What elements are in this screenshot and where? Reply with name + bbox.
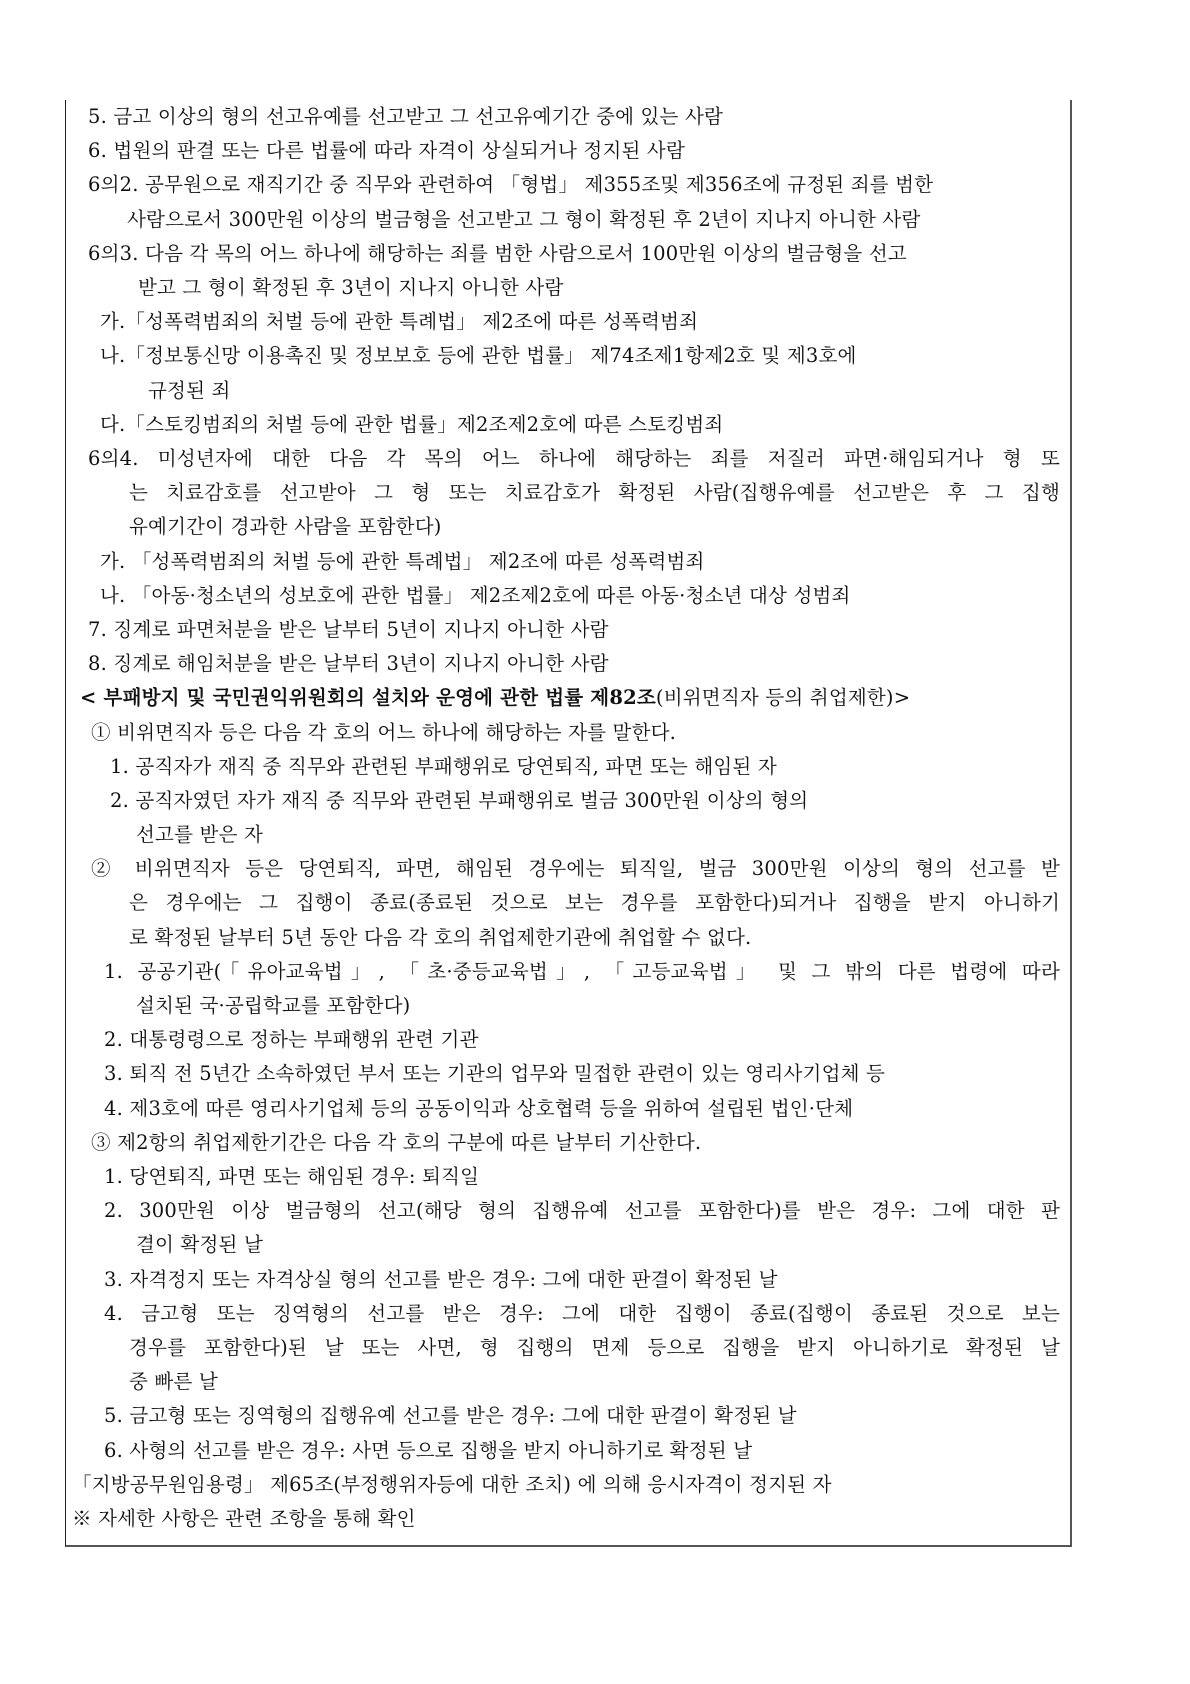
document-line bbox=[129, 889, 1060, 917]
document-line bbox=[136, 1231, 263, 1259]
document-line bbox=[104, 1197, 1060, 1225]
document-line bbox=[88, 616, 609, 644]
document-line bbox=[88, 445, 1060, 473]
line-text: 6의3. 다음 각 목의 어느 하나에 해당하는 죄를 범한 사람으로서 100만원 이상의 벌금형을 선고 bbox=[88, 242, 907, 265]
article-title-suffix: (비위면직자 등의 취업제한)> bbox=[655, 686, 911, 709]
document-line bbox=[129, 479, 1060, 507]
line-text: 규정된 죄 bbox=[148, 379, 231, 402]
document-line bbox=[138, 274, 564, 302]
document-line bbox=[88, 171, 933, 199]
document-line bbox=[129, 1368, 218, 1396]
document-line bbox=[88, 240, 907, 268]
line-text: < 부패방지 및 국민권익위원회의 설치와 운영에 관한 법률 제82조 bbox=[80, 686, 656, 709]
line-text: 6. 사형의 선고를 받은 경우: 사면 등으로 집행을 받지 아니하기로 확정된 날 bbox=[104, 1439, 753, 1462]
document-line bbox=[100, 411, 723, 439]
line-text: 경우를 포함한다)된 날 또는 사면, 형 집행의 면제 등으로 집행을 받지 아니하기로 확정된 날 bbox=[129, 1336, 1060, 1359]
document-line bbox=[104, 1026, 479, 1054]
line-text: 1. 공직자가 재직 중 직무와 관련된 부패행위로 당연퇴직, 파면 또는 해임된 자 bbox=[110, 755, 777, 778]
line-text: 4. 금고형 또는 징역형의 선고를 받은 경우: 그에 대한 집행이 종료(집행이 종료된 것으로 보는 bbox=[104, 1302, 1060, 1325]
document-line bbox=[72, 1505, 416, 1533]
line-text: 는 치료감호를 선고받아 그 형 또는 치료감호가 확정된 사람(집행유예를 선고받은 후 그 집행 bbox=[129, 481, 1060, 504]
line-text: 8. 징계로 해임처분을 받은 날부터 3년이 지나지 아니한 사람 bbox=[88, 652, 609, 675]
document-line bbox=[136, 821, 263, 849]
document-line bbox=[91, 719, 676, 747]
line-text: 2. 300만원 이상 벌금형의 선고(해당 형의 집행유예 선고를 포함한다)를 받은 경우: 그에 대한 판 bbox=[104, 1199, 1060, 1222]
line-text: 5. 금고형 또는 징역형의 집행유예 선고를 받은 경우: 그에 대한 판결이 확정된 날 bbox=[104, 1404, 797, 1427]
document-line bbox=[91, 855, 1060, 883]
line-text: 1. 당연퇴직, 파면 또는 해임된 경우: 퇴직일 bbox=[104, 1165, 480, 1188]
line-text: ② 비위면직자 등은 당연퇴직, 파면, 해임된 경우에는 퇴직일, 벌금 300만원 이상의 형의 선고를 받 bbox=[91, 857, 1060, 880]
document-line bbox=[100, 582, 851, 610]
line-text: 6의2. 공무원으로 재직기간 중 직무와 관련하여 「형법」 제355조및 제356조에 규정된 죄를 범한 bbox=[88, 173, 934, 196]
document-line bbox=[104, 1163, 479, 1191]
document-line bbox=[136, 992, 410, 1020]
line-text: 나. 「아동·청소년의 성보호에 관한 법률」 제2조제2호에 따른 아동·청소년 대상 성범죄 bbox=[100, 584, 851, 607]
line-text: 중 빠른 날 bbox=[129, 1370, 218, 1393]
line-text: ③ 제2항의 취업제한기간은 다음 각 호의 구분에 따른 날부터 기산한다. bbox=[91, 1131, 702, 1154]
document-line bbox=[104, 1060, 885, 1088]
line-text: 선고를 받은 자 bbox=[136, 823, 264, 846]
document-line bbox=[104, 1437, 752, 1465]
document-line bbox=[88, 103, 723, 131]
document-line bbox=[100, 308, 698, 336]
line-text: 2. 공직자였던 자가 재직 중 직무와 관련된 부패행위로 벌금 300만원 이상의 형의 bbox=[110, 789, 809, 812]
line-text: ※ 자세한 사항은 관련 조항을 통해 확인 bbox=[72, 1507, 416, 1530]
document-line bbox=[110, 787, 808, 815]
line-text: 6의4. 미성년자에 대한 다음 각 목의 어느 하나에 해당하는 죄를 저질러 파면·해임되거나 형 또 bbox=[88, 447, 1060, 470]
line-text: 1. 공공기관(「유아교육법」, 「초·중등교육법」, 「고등교육법」 및 그 밖의 다른 법령에 따라 bbox=[104, 960, 1060, 983]
line-text: 결이 확정된 날 bbox=[136, 1233, 264, 1256]
line-text: 「지방공무원임용령」 제65조(부정행위자등에 대한 조치) 에 의해 응시자격이 정지된 자 bbox=[72, 1473, 832, 1496]
line-text: 6. 법원의 판결 또는 다른 법률에 따라 자격이 상실되거나 정지된 사람 bbox=[88, 139, 685, 162]
line-text: 가.「성폭력범죄의 처벌 등에 관한 특례법」 제2조에 따른 성폭력범죄 bbox=[100, 310, 699, 333]
document-line bbox=[80, 684, 910, 712]
line-text: ① 비위면직자 등은 다음 각 호의 어느 하나에 해당하는 자를 말한다. bbox=[91, 721, 677, 744]
line-text: 7. 징계로 파면처분을 받은 날부터 5년이 지나지 아니한 사람 bbox=[88, 618, 609, 641]
line-text: 3. 퇴직 전 5년간 소속하였던 부서 또는 기관의 업무와 밀접한 관련이 있는 영리사기업체 등 bbox=[104, 1062, 886, 1085]
line-text: 유예기간이 경과한 사람을 포함한다) bbox=[129, 515, 442, 538]
document-line bbox=[110, 753, 777, 781]
line-text: 3. 자격정지 또는 자격상실 형의 선고를 받은 경우: 그에 대한 판결이 확정된 날 bbox=[104, 1268, 778, 1291]
line-text: 5. 금고 이상의 형의 선고유예를 선고받고 그 선고유예기간 중에 있는 사람 bbox=[88, 105, 724, 128]
line-text: 4. 제3호에 따른 영리사기업체 등의 공동이익과 상호협력 등을 위하여 설립된 법인·단체 bbox=[104, 1097, 854, 1120]
document-line bbox=[104, 1266, 778, 1294]
line-text: 받고 그 형이 확정된 후 3년이 지나지 아니한 사람 bbox=[138, 276, 564, 299]
document-line bbox=[104, 1300, 1060, 1328]
line-text: 나.「정보통신망 이용촉진 및 정보보호 등에 관한 법률」 제74조제1항제2호 및 제3호에 bbox=[100, 344, 857, 367]
document-line bbox=[72, 1471, 832, 1499]
line-text: 다.「스토킹범죄의 처벌 등에 관한 법률」제2조제2호에 따른 스토킹범죄 bbox=[100, 413, 724, 436]
document-line bbox=[127, 206, 921, 234]
document-line bbox=[129, 513, 442, 541]
document-line bbox=[88, 650, 609, 678]
line-text: 2. 대통령령으로 정하는 부패행위 관련 기관 bbox=[104, 1028, 479, 1051]
document-line bbox=[148, 377, 231, 405]
line-text: 가. 「성폭력범죄의 처벌 등에 관한 특례법」 제2조에 따른 성폭력범죄 bbox=[100, 550, 705, 573]
line-text: 로 확정된 날부터 5년 동안 다음 각 호의 취업제한기관에 취업할 수 없다. bbox=[129, 926, 752, 949]
document-line bbox=[88, 137, 685, 165]
document-line bbox=[129, 1334, 1060, 1362]
document-line bbox=[129, 924, 751, 952]
document-line bbox=[104, 1095, 853, 1123]
line-text: 설치된 국·공립학교를 포함한다) bbox=[136, 994, 411, 1017]
document-line bbox=[104, 1402, 797, 1430]
document-line bbox=[100, 342, 857, 370]
document-line bbox=[104, 958, 1060, 986]
document-line bbox=[91, 1129, 701, 1157]
document-line bbox=[100, 548, 705, 576]
line-text: 사람으로서 300만원 이상의 벌금형을 선고받고 그 형이 확정된 후 2년이 지나지 아니한 사람 bbox=[127, 208, 921, 231]
line-text: 은 경우에는 그 집행이 종료(종료된 것으로 보는 경우를 포함한다)되거나 집행을 받지 아니하기 bbox=[129, 891, 1060, 914]
